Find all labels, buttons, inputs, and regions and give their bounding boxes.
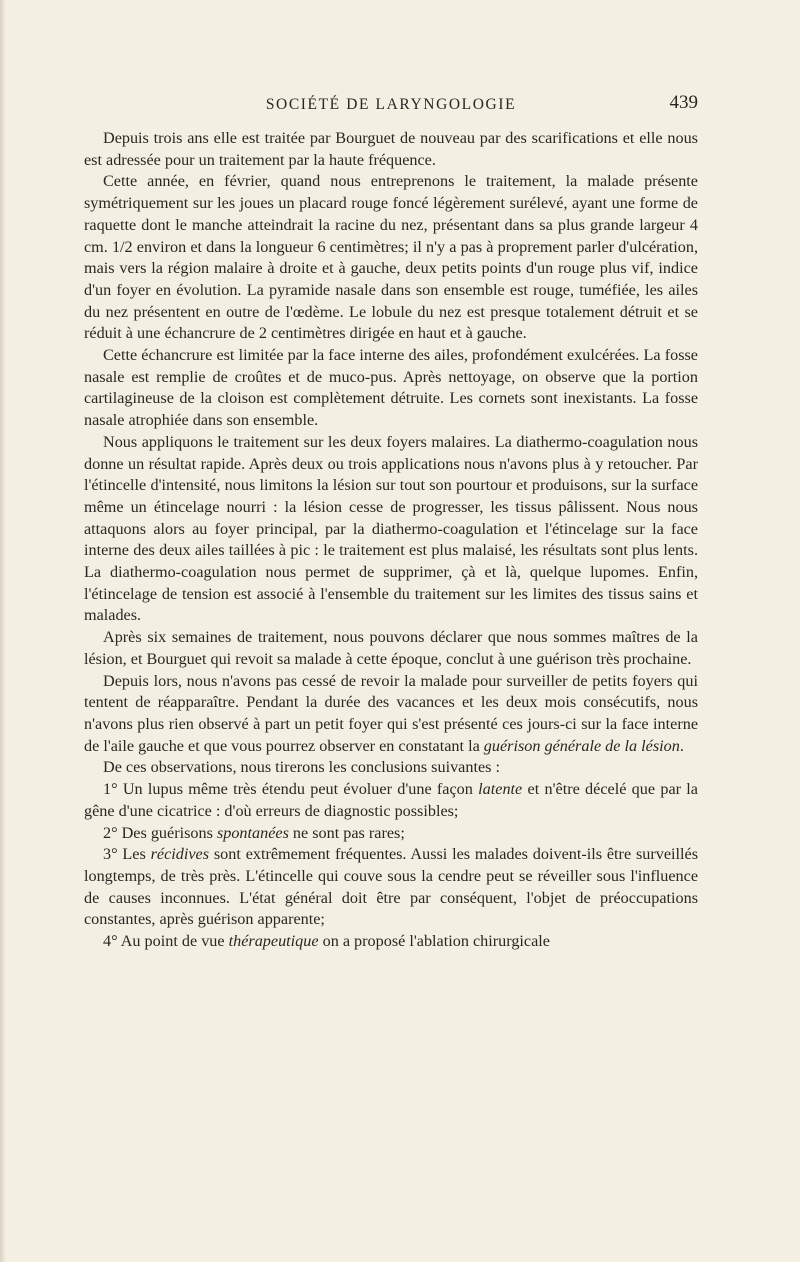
paragraph xyxy=(84,931,698,953)
paragraph xyxy=(84,779,698,822)
page-number: 439 xyxy=(669,92,698,113)
text-segment: . xyxy=(679,736,684,755)
body-text xyxy=(84,128,698,953)
paragraph xyxy=(84,671,698,758)
paragraph xyxy=(84,432,698,627)
italic-text: guérison générale de la lésion xyxy=(483,736,680,755)
text-segment: sont extrêmement fréquentes. Aussi les malades doivent-ils être surveillés longtemps, de très près. L'étincelle qui couve sous la cendre peut se réveiller sous l'influence de causes inconnues. L'état général doit être par conséquent, l'objet de préoccupations constantes, après guérison apparente; xyxy=(84,845,698,929)
text-segment: Nous appliquons le traitement sur les deux foyers malaires. La diathermo-coagulation nous donne un résultat rapide. Après deux ou trois applications nous n'avons plus à y retoucher. Par l'étincelle d'intensité, nous limitons la lésion sur tout son pourtour et produisons, sur la surface même un étincelage nourri : la lésion cesse de progresser, les tissus pâlissent. Nous nous attaquons alors au foyer principal, par la diathermo-coagulation et l'étincelage sur la face interne des deux ailes taillées à pic : le traitement est plus malaisé, les résultats sont plus lents. La diathermo-coagulation nous permet de supprimer, çà et là, quelque lupomes. Enfin, l'étincelage de tension est associé à l'ensemble du traitement sur les limites des tissus sains et malades. xyxy=(84,432,698,625)
italic-text: thérapeutique xyxy=(228,932,319,951)
text-segment: Depuis trois ans elle est traitée par Bourguet de nouveau par des scarifications et elle nous est adressée pour un traitement par la haute fréquence. xyxy=(84,129,698,169)
text-segment: Cette année, en février, quand nous entreprenons le traitement, la malade présente symétriquement sur les joues un placard rouge foncé légèrement surélevé, ayant une forme de raquette dont le manche atteindrait la racine du nez, présentant dans sa plus grande largeur 4 cm. 1/2 environ et dans la longueur 6 centimètres; il n'y a pas à proprement parler d'ulcération, mais vers la région malaire à droite et à gauche, deux petits points d'un rouge plus vif, indice d'un foyer en évolution. La pyramide nasale dans son ensemble est rouge, tuméfiée, les ailes du nez présentent en outre de l'œdème. Le lobule du nez est presque totalement détruit et se réduit à une échancrure de 2 centimètres dirigée en haut et à gauche. xyxy=(84,172,698,343)
text-segment: Cette échancrure est limitée par la face interne des ailes, profondément exulcérées. La fosse nasale est remplie de croûtes et de muco-pus. Après nettoyage, on observe que la portion cartilagineuse de la cloison est complètement détruite. Les cornets sont inexistants. La fosse nasale atrophiée dans son ensemble. xyxy=(84,346,698,430)
paragraph xyxy=(84,171,698,345)
page-edge xyxy=(0,0,6,1262)
text-segment: et n'être décelé que par la gêne d'une cicatrice : d'où erreurs de diagnostic possibles; xyxy=(84,780,698,820)
paragraph xyxy=(84,128,698,171)
page-header xyxy=(84,92,698,122)
italic-text: latente xyxy=(478,780,523,799)
text-segment: 1° Un lupus même très étendu peut évoluer d'une façon xyxy=(103,780,479,799)
text-segment: on a proposé l'ablation chirurgicale xyxy=(318,932,550,951)
italic-text: récidives xyxy=(150,845,210,864)
running-head: SOCIÉTÉ DE LARYNGOLOGIE xyxy=(265,96,517,113)
text-segment: Depuis lors, nous n'avons pas cessé de revoir la malade pour surveiller de petits foyers qui tentent de réapparaître. Pendant la durée des vacances et les deux mois consécutifs, nous n'avons plus rien observé à part un petit foyer qui s'est présenté ces jours-ci sur la face interne de l'aile gauche et que vous pourrez observer en constatant la xyxy=(84,671,698,755)
text-segment: 4° Au point de vue xyxy=(103,932,229,951)
paragraph xyxy=(84,345,698,432)
paragraph xyxy=(84,823,698,845)
paragraph xyxy=(84,844,698,931)
paragraph xyxy=(84,627,698,670)
italic-text: spontanées xyxy=(216,823,289,842)
text-segment: Après six semaines de traitement, nous pouvons déclarer que nous sommes maîtres de la lésion, et Bourguet qui revoit sa malade à cette époque, conclut à une guérison très prochaine. xyxy=(84,628,698,668)
text-segment: ne sont pas rares; xyxy=(288,823,405,842)
paragraph xyxy=(84,757,698,779)
text-segment: 2° Des guérisons xyxy=(103,823,217,842)
text-segment: 3° Les xyxy=(103,845,151,864)
text-segment: De ces observations, nous tirerons les conclusions suivantes : xyxy=(103,758,500,777)
